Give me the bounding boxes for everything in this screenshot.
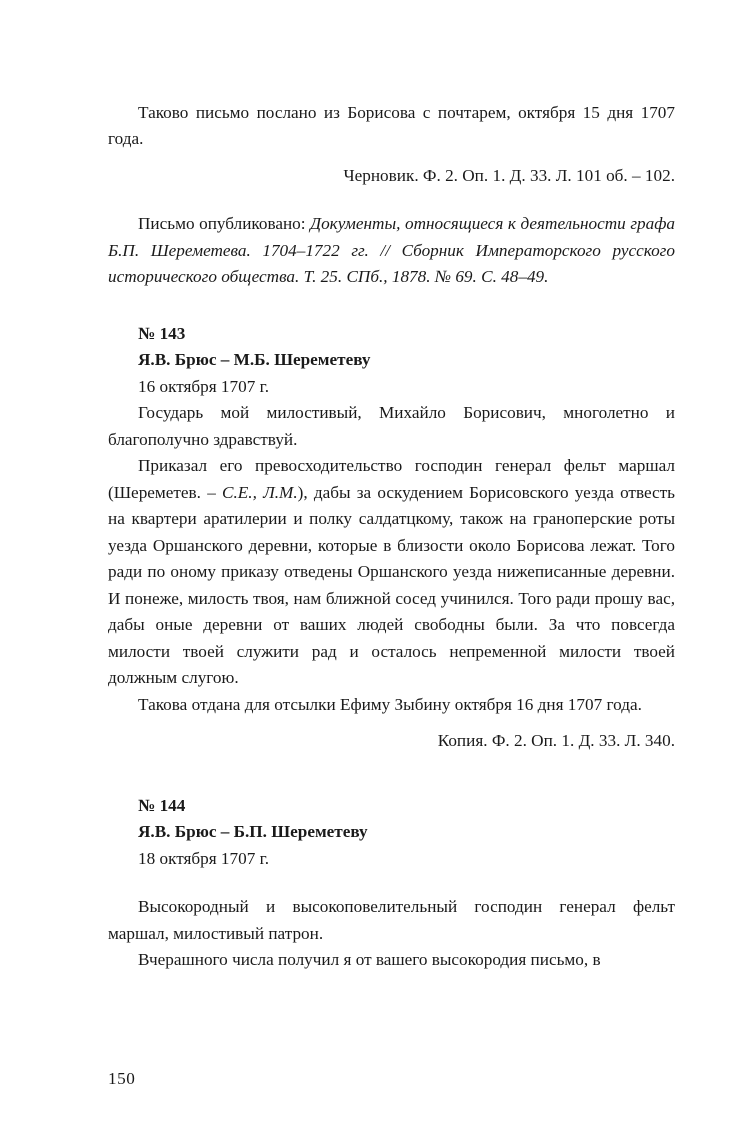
editorial-note-initials: С.Е., Л.М. (222, 482, 298, 502)
spacer (108, 291, 675, 321)
document-date-144: 18 октября 1707 г. (138, 848, 270, 868)
document-title-144: Я.В. Брюс – Б.П. Шереметеву (138, 822, 368, 842)
publication-intro-text: Письмо опубликовано: (138, 214, 311, 234)
archive-reference-1: Черновик. Ф. 2. Оп. 1. Д. 33. Л. 101 об. – 102. (343, 165, 675, 185)
publication-citation-text: Документы, относящиеся к деятельности графа Б.П. Шереметева. 1704–1722 гг. // Сборник Императорского русского исторического общества. Т. 25. СПб., 1878. № 69. С. 48–49. (108, 214, 676, 287)
page-number: 150 (108, 1069, 136, 1088)
archive-reference-143: Копия. Ф. 2. Оп. 1. Д. 33. Л. 340. (437, 731, 675, 751)
document-number-143: № 143 (138, 323, 186, 343)
spacer (108, 872, 675, 894)
spacer (108, 755, 675, 793)
paragraph-143-3: Такова отдана для отсылки Ефиму Зыбину октября 16 дня 1707 года. (138, 694, 642, 714)
text-column (108, 100, 675, 974)
paragraph-publication (108, 211, 675, 290)
paragraph-143-2-part-a: Приказал его превосходительство господин генерал фельт маршал (Шереметев. – (108, 456, 675, 502)
spacer (108, 718, 675, 728)
document-number-144: № 144 (138, 795, 186, 815)
spacer (108, 189, 675, 211)
document-title-143: Я.В. Брюс – М.Б. Шереметеву (138, 350, 371, 370)
paragraph-144-1: Высокородный и высокоповелительный господин генерал фельт маршал, милостивый патрон. (108, 897, 675, 943)
paragraph-letter-close: Таково письмо послано из Борисова с почтарем, октября 15 дня 1707 года. (108, 103, 675, 149)
paragraph-144-2: Вчерашного числа получил я от вашего высокородия письмо, в (138, 950, 601, 970)
paragraph-143-2-part-b: ), дабы за оскудением Борисовского уезда отвесть на квартери аратилерии и полку салдатцкому, також на граноперские роты уезда Оршанского деревни, которые в близости около Борисова лежат. Того ради по оному приказу отведены Оршанского уезда нижеписанные деревни. И понеже, милость твоя, нам ближной сосед учинился. Того ради прошу вас, дабы оные деревни от ваших людей свободны были. За что повсегда милости твоей служити рад и осталось непременной милости твоей должным слугою. (108, 482, 675, 688)
document-date-143: 16 октября 1707 г. (138, 376, 270, 396)
paragraph-143-1: Государь мой милостивый, Михайло Борисович, многолетно и благополучно здравствуй. (108, 403, 675, 449)
spacer (108, 153, 675, 163)
paragraph-143-2 (108, 453, 675, 691)
